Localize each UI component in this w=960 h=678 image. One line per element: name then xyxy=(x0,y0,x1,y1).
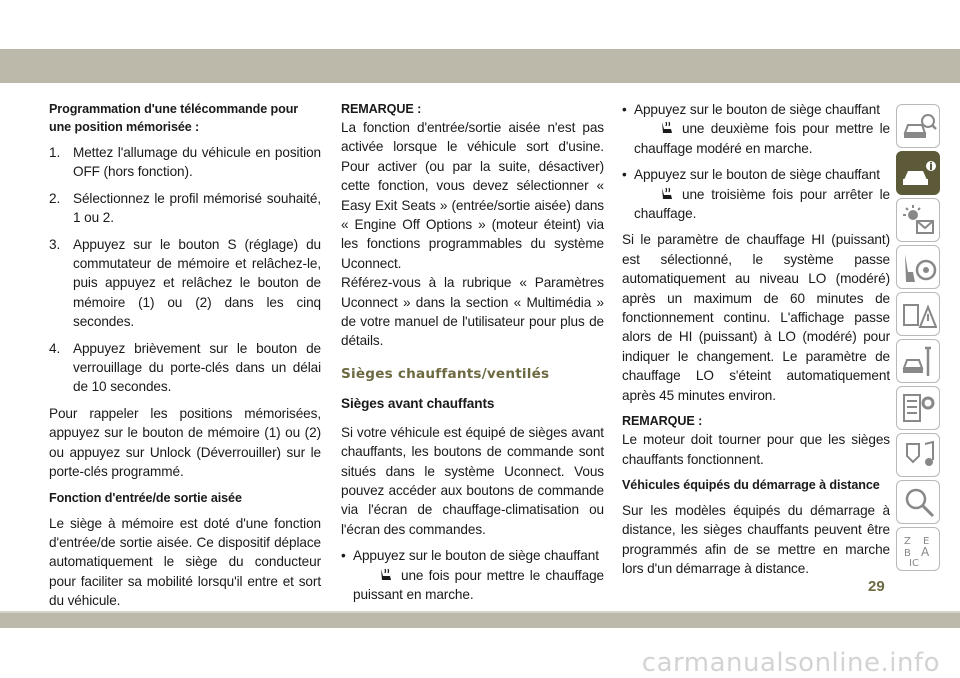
heading-remote-start: Véhicules équipés du démarrage à distance xyxy=(622,477,880,492)
tab-car-magnifier[interactable] xyxy=(896,104,940,148)
tab-search[interactable] xyxy=(896,480,940,524)
tab-car-info[interactable] xyxy=(896,151,940,195)
bullet: • xyxy=(622,102,627,117)
note-text: La fonction d'entrée/sortie aisée n'est pas activée lorsque le véhicule sort d'usine. Pour activer (ou par la suite, désactiver) cette fonction, vous devez sélectionner « Easy Exit Seats » (entrée/sortie aisée) dans « Engine Off Options » (moteur éteint) via les fonctions programmables du système Uconnect. xyxy=(341,120,604,271)
heading-easy-entry: Fonction d'entrée/de sortie aisée xyxy=(49,490,242,505)
tab-emergency[interactable] xyxy=(896,292,940,336)
step-number: 2. xyxy=(49,190,61,206)
heading-remote-programming: Programmation d'une télécommande pour une position mémorisée : xyxy=(49,102,299,134)
step-number: 4. xyxy=(49,340,61,356)
tab-maintenance[interactable] xyxy=(896,339,940,383)
index-alphabet-icon xyxy=(901,532,937,568)
step-item xyxy=(49,143,321,182)
step-text: Appuyez sur le bouton S (réglage) du commutateur de mémoire et relâchez-le, puis appuyez et relâchez le bouton de mémoire (1) ou (2) dans les cinq secondes. xyxy=(73,236,321,330)
svg-text:IC: IC xyxy=(909,558,919,568)
bullet-text-end: une fois pour mettre le chauffage puissant en marche. xyxy=(353,567,604,602)
tab-safety[interactable] xyxy=(896,245,940,289)
step-item xyxy=(49,189,321,228)
bullet-text-start: Appuyez sur le bouton de siège chauffant xyxy=(353,548,599,564)
bullet-text xyxy=(634,165,890,223)
bullet-text-start: Appuyez sur le bouton de siège chauffant xyxy=(634,167,880,183)
note-label: REMARQUE : xyxy=(341,102,422,116)
car-magnifier-icon xyxy=(901,109,937,145)
note-text: Le moteur doit tourner pour que les sièges chauffants fonctionnent. xyxy=(622,432,890,467)
note-label: REMARQUE : xyxy=(622,414,703,429)
section-title: Sièges chauffants/ventilés xyxy=(341,365,550,382)
tab-index[interactable] xyxy=(896,527,940,571)
column-2 xyxy=(341,100,604,611)
step-text: Appuyez brièvement sur le bouton de verrouillage du porte-clés dans un délai de 10 secondes. xyxy=(73,340,321,395)
intro-paragraph: Si votre véhicule est équipé de sièges avant chauffants, les boutons de commande sont situés dans le système Uconnect. Vous pouvez accéder aux boutons de commande via l'écran de chauffage-climatisation ou l'écran des commandes. xyxy=(341,424,604,537)
page-number: 29 xyxy=(868,578,885,595)
svg-text:A: A xyxy=(921,545,930,559)
tab-specifications[interactable] xyxy=(896,386,940,430)
bullet-text-end: une troisième fois pour arrêter le chauffage. xyxy=(634,186,890,222)
footer-band xyxy=(0,613,960,628)
search-icon xyxy=(901,485,937,521)
watermark: carmanualsonline.info xyxy=(641,648,940,678)
seat-airbag-steering-icon xyxy=(901,250,937,286)
list-item xyxy=(341,546,604,604)
step-item xyxy=(49,339,321,397)
svg-text:E: E xyxy=(923,536,930,547)
step-item xyxy=(49,235,321,332)
specs-gear-icon xyxy=(901,391,937,427)
step-number: 1. xyxy=(49,145,61,160)
step-text: Sélectionnez le profil mémorisé souhaité, 1 ou 2. xyxy=(73,190,321,226)
heated-seat-icon xyxy=(660,187,674,201)
svg-text:Z: Z xyxy=(904,536,911,547)
svg-text:B: B xyxy=(904,548,911,559)
recall-paragraph: Pour rappeler les positions mémorisées, appuyez sur le bouton de mémoire (1) ou (2) ou appuyez sur Unlock (Déverrouiller) sur le porte-clés programmé. xyxy=(49,405,321,480)
bullet-text xyxy=(353,546,604,604)
heated-seat-icon xyxy=(660,121,674,135)
car-info-icon xyxy=(901,156,937,192)
chapter-tabs xyxy=(896,104,942,574)
remote-start-paragraph: Sur les modèles équipés du démarrage à distance, les sièges chauffants peuvent être programmés afin de se mettre en marche lors d'un démarrage à distance. xyxy=(622,502,890,577)
tab-warning-lights[interactable] xyxy=(896,198,940,242)
multimedia-music-icon xyxy=(901,438,937,474)
hi-lo-paragraph: Si le paramètre de chauffage HI (puissant) est sélectionné, le système passe automatiquement au niveau LO (modéré) après un maximum de 60 minutes de fonctionnement continu. L'affichage passe alors de HI (puissant) à LO (modéré) pour indiquer le changement. Le paramètre de chauffage LO s'éteint automatiquement après 45 minutes environ. xyxy=(622,232,890,403)
bullet-text xyxy=(634,100,890,158)
bullet: • xyxy=(341,548,346,564)
car-wrench-icon xyxy=(901,344,937,380)
list-item xyxy=(622,100,890,158)
easy-entry-paragraph: Le siège à mémoire est doté d'une fonction d'entrée/de sortie aisée. Ce dispositif déplace automatiquement le siège du conducteur pour faciliter sa mobilité lorsqu'il entre et sort du véhicule. xyxy=(49,515,321,609)
subsection-title: Sièges avant chauffants xyxy=(341,396,495,412)
heated-seat-icon xyxy=(379,568,393,582)
column-1 xyxy=(49,100,321,618)
list-item xyxy=(622,165,890,223)
roadside-warning-icon xyxy=(901,297,937,333)
reference-text: Référez-vous à la rubrique « Paramètres Uconnect » dans la section « Multimédia » de votre manuel de l'utilisateur pour plus de détails. xyxy=(341,275,604,349)
column-3 xyxy=(622,100,890,586)
step-text: Mettez l'allumage du véhicule en position OFF (hors fonction). xyxy=(73,145,321,180)
bullet-text-start: Appuyez sur le bouton de siège chauffant xyxy=(634,102,880,117)
step-number: 3. xyxy=(49,236,61,252)
bullet: • xyxy=(622,167,627,183)
bullet-text-end: une deuxième fois pour mettre le chauffage modéré en marche. xyxy=(634,121,890,156)
header-band xyxy=(0,49,960,83)
warning-light-envelope-icon xyxy=(901,203,937,239)
tab-multimedia[interactable] xyxy=(896,433,940,477)
